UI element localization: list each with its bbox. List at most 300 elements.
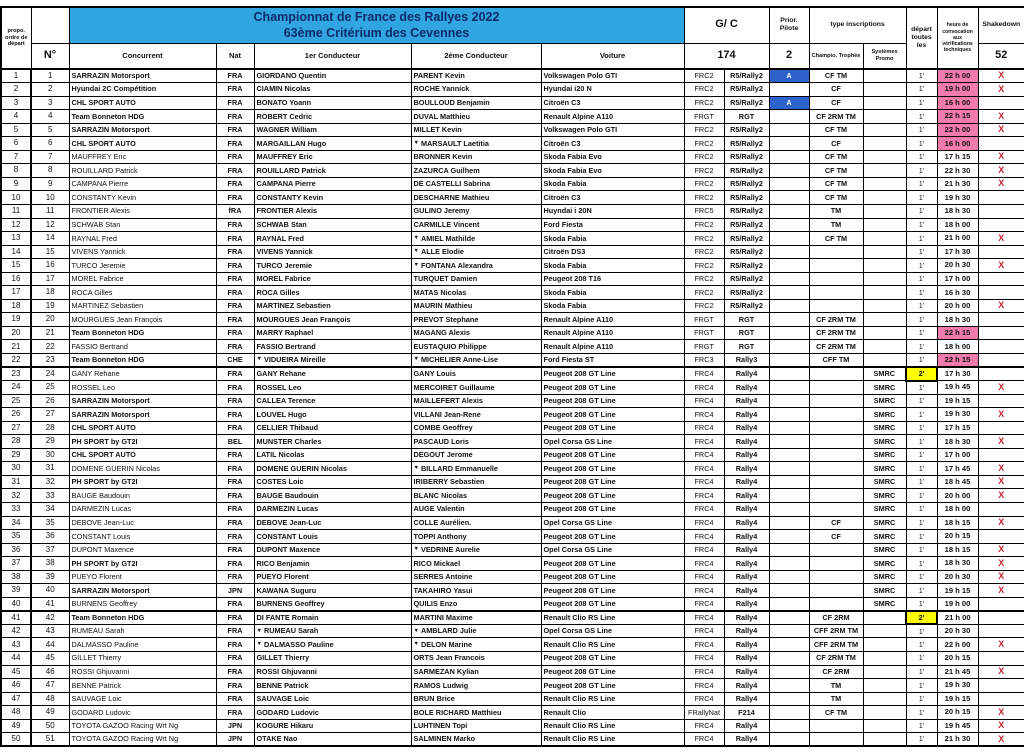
driver2-cell: ▼ BILLARD Emmanuelle: [411, 462, 541, 476]
shakedown-cell: [978, 340, 1024, 354]
promo-cell: SMRC: [863, 597, 906, 611]
col-header-shakedown: Shakedown: [978, 7, 1024, 43]
start-interval-cell: 1': [906, 543, 937, 557]
concurrent-cell: MOURGUES Jean François: [69, 313, 216, 327]
entry-row: [1, 367, 1024, 381]
class-cell: Rally4: [724, 381, 769, 395]
class-cell: Rally4: [724, 597, 769, 611]
concurrent-cell: CONSTANTY Kevin: [69, 191, 216, 205]
driver2-cell: ▼ DELON Marine: [411, 638, 541, 652]
convocation-time-cell: 17 h 45: [937, 462, 978, 476]
promo-cell: SMRC: [863, 489, 906, 503]
car-cell: Citroën C3: [541, 137, 684, 151]
col-header-car: Voiture: [541, 43, 684, 69]
car-cell: Opel Corsa GS Line: [541, 516, 684, 530]
entry-row: [1, 570, 1024, 584]
championship-cell: CFF TM: [809, 353, 863, 367]
convocation-time-cell: 17 h 15: [937, 150, 978, 164]
nat-cell: FRA: [216, 191, 254, 205]
col-header-nat: Nat: [216, 43, 254, 69]
group-cell: FRC2: [684, 137, 724, 151]
driver2-cell: ▼ VEDRINE Aurelie: [411, 543, 541, 557]
start-interval-cell: 1': [906, 706, 937, 720]
start-interval-cell: 1': [906, 326, 937, 340]
driver2-cell: CARMILLE Vincent: [411, 218, 541, 232]
driver2-cell: BRUN Brice: [411, 692, 541, 706]
priority-cell: [769, 719, 809, 733]
class-cell: Rally4: [724, 448, 769, 462]
driver2-cell: ORTS Jean Francois: [411, 652, 541, 666]
convocation-time-cell: 21 h 30: [937, 733, 978, 747]
driver2-cell: ▼ AMIEL Mathilde: [411, 232, 541, 246]
entry-row: [1, 624, 1024, 638]
convocation-time-cell: 16 h 00: [937, 137, 978, 151]
driver2-cell: LUHTINEN Topi: [411, 719, 541, 733]
priority-cell: [769, 367, 809, 381]
championship-cell: [809, 448, 863, 462]
driver2-cell: ▼ MICHELIER Anne-Lise: [411, 353, 541, 367]
driver1-cell: CONSTANTY Kevin: [254, 191, 411, 205]
nat-cell: fRA: [216, 204, 254, 218]
start-interval-cell: 2': [906, 367, 937, 381]
car-number-cell: 2: [31, 83, 69, 97]
car-number-cell: 45: [31, 652, 69, 666]
driver1-cell: DARMEZIN Lucas: [254, 503, 411, 517]
entry-row: [1, 313, 1024, 327]
entry-row: [1, 530, 1024, 544]
car-cell: Renault Clio RS Line: [541, 733, 684, 747]
start-order-cell: 40: [1, 597, 31, 611]
shakedown-cell: X: [978, 557, 1024, 571]
concurrent-cell: Team Bonneton HDG: [69, 611, 216, 625]
driver2-cell: SERRES Antoine: [411, 570, 541, 584]
priority-cell: [769, 313, 809, 327]
concurrent-cell: CHL SPORT AUTO: [69, 421, 216, 435]
convocation-time-cell: 20 h 30: [937, 624, 978, 638]
entry-row: [1, 204, 1024, 218]
entry-row: [1, 435, 1024, 449]
concurrent-cell: TOYOTA GAZOO Racing Wrt Ng: [69, 733, 216, 747]
promo-cell: [863, 624, 906, 638]
convocation-time-cell: 20 h 15: [937, 652, 978, 666]
convocation-time-cell: 19 h 30: [937, 191, 978, 205]
entry-row: [1, 96, 1024, 110]
start-order-cell: 15: [1, 259, 31, 273]
concurrent-cell: CHL SPORT AUTO: [69, 96, 216, 110]
group-cell: FRC2: [684, 232, 724, 246]
promo-cell: [863, 692, 906, 706]
priority-cell: [769, 706, 809, 720]
start-order-cell: 4: [1, 110, 31, 124]
entry-row: [1, 462, 1024, 476]
shakedown-cell: [978, 367, 1024, 381]
nat-cell: FRA: [216, 272, 254, 286]
entry-row: [1, 448, 1024, 462]
promo-cell: SMRC: [863, 543, 906, 557]
driver1-cell: GODARD Ludovic: [254, 706, 411, 720]
promo-cell: [863, 638, 906, 652]
car-number-cell: 40: [31, 584, 69, 598]
priority-count: 2: [769, 43, 809, 69]
start-order-cell: 26: [1, 408, 31, 422]
promo-cell: [863, 137, 906, 151]
group-cell: FRC2: [684, 245, 724, 259]
car-number-cell: 36: [31, 530, 69, 544]
group-cell: FRC2: [684, 177, 724, 191]
class-cell: R5/Rally2: [724, 137, 769, 151]
start-order-cell: 43: [1, 638, 31, 652]
championship-cell: [809, 557, 863, 571]
start-order-cell: 17: [1, 286, 31, 300]
promo-cell: [863, 733, 906, 747]
convocation-time-cell: 20 h 15: [937, 706, 978, 720]
championship-cell: [809, 421, 863, 435]
driver2-cell: DE CASTELLI Sabrina: [411, 177, 541, 191]
female-crew-icon: ▼: [256, 641, 262, 648]
car-cell: Volkswagen Polo GTI: [541, 69, 684, 83]
shakedown-cell: [978, 652, 1024, 666]
championship-cell: CF TM: [809, 706, 863, 720]
priority-cell: [769, 516, 809, 530]
nat-cell: FRA: [216, 123, 254, 137]
nat-cell: FRA: [216, 286, 254, 300]
start-interval-cell: 1': [906, 299, 937, 313]
start-interval-cell: 2': [906, 611, 937, 625]
priority-cell: [769, 557, 809, 571]
promo-cell: [863, 123, 906, 137]
col-header-priority: Prior. Pilote: [769, 7, 809, 43]
driver1-cell: ROUILLARD Patrick: [254, 164, 411, 178]
concurrent-cell: MAUFFREY Eric: [69, 150, 216, 164]
convocation-time-cell: 17 h 30: [937, 367, 978, 381]
car-cell: Peugeot 208 GT Line: [541, 421, 684, 435]
start-order-cell: 9: [1, 177, 31, 191]
car-number-cell: 15: [31, 245, 69, 259]
promo-cell: [863, 272, 906, 286]
priority-cell: [769, 259, 809, 273]
driver2-cell: ZAZURCA Guilhem: [411, 164, 541, 178]
nat-cell: FRA: [216, 692, 254, 706]
concurrent-cell: SARRAZIN Motorsport: [69, 408, 216, 422]
promo-cell: [863, 218, 906, 232]
convocation-time-cell: 19 h 45: [937, 719, 978, 733]
start-order-cell: 41: [1, 611, 31, 625]
group-cell: FRC4: [684, 408, 724, 422]
car-number-cell: 38: [31, 557, 69, 571]
car-number-cell: 32: [31, 475, 69, 489]
driver1-cell: CAMPANA Pierre: [254, 177, 411, 191]
female-crew-icon: ▼: [413, 464, 419, 471]
group-cell: FRC4: [684, 719, 724, 733]
class-cell: Rally4: [724, 679, 769, 693]
entry-row: [1, 421, 1024, 435]
start-order-cell: 30: [1, 462, 31, 476]
start-order-cell: 28: [1, 435, 31, 449]
start-order-cell: 5: [1, 123, 31, 137]
driver2-cell: GULINO Jeremy: [411, 204, 541, 218]
class-cell: Rally4: [724, 462, 769, 476]
priority-cell: [769, 489, 809, 503]
car-cell: Renault Alpine A110: [541, 110, 684, 124]
start-order-cell: 50: [1, 733, 31, 747]
group-cell: FRC4: [684, 421, 724, 435]
priority-cell: [769, 177, 809, 191]
championship-cell: CFF 2RM TM: [809, 638, 863, 652]
championship-cell: CF TM: [809, 232, 863, 246]
entry-list-table: [0, 6, 1024, 747]
driver1-cell: COSTES Loic: [254, 475, 411, 489]
convocation-time-cell: 22 h 00: [937, 123, 978, 137]
shakedown-cell: [978, 503, 1024, 517]
car-number-cell: 4: [31, 110, 69, 124]
start-interval-cell: 1': [906, 408, 937, 422]
priority-cell: [769, 123, 809, 137]
championship-cell: [809, 259, 863, 273]
concurrent-cell: SAUVAGE Loic: [69, 692, 216, 706]
nat-cell: FRA: [216, 218, 254, 232]
concurrent-cell: CAMPANA Pierre: [69, 177, 216, 191]
priority-cell: [769, 353, 809, 367]
nat-cell: FRA: [216, 462, 254, 476]
concurrent-cell: Team Bonneton HDG: [69, 110, 216, 124]
col-header-inscriptions: type inscriptions: [809, 7, 906, 43]
nat-cell: FRA: [216, 150, 254, 164]
championship-cell: CF 2RM TM: [809, 313, 863, 327]
priority-cell: [769, 624, 809, 638]
nat-cell: FRA: [216, 177, 254, 191]
driver2-cell: MAURIN Mathieu: [411, 299, 541, 313]
driver2-cell: ▼ MARSAULT Laetitia: [411, 137, 541, 151]
start-order-cell: 34: [1, 516, 31, 530]
concurrent-cell: SARRAZIN Motorsport: [69, 123, 216, 137]
driver2-cell: MERCOIRET Guillaume: [411, 381, 541, 395]
start-interval-cell: 1': [906, 218, 937, 232]
shakedown-cell: X: [978, 706, 1024, 720]
concurrent-cell: Team Bonneton HDG: [69, 326, 216, 340]
driver2-cell: DESCHARNE Mathieu: [411, 191, 541, 205]
priority-cell: [769, 286, 809, 300]
entry-row: [1, 110, 1024, 124]
concurrent-cell: Hyundai 2C Compétition: [69, 83, 216, 97]
championship-cell: CF: [809, 137, 863, 151]
nat-cell: FRA: [216, 381, 254, 395]
promo-cell: [863, 96, 906, 110]
driver1-cell: ROBERT Cedric: [254, 110, 411, 124]
promo-cell: SMRC: [863, 584, 906, 598]
shakedown-cell: X: [978, 110, 1024, 124]
car-number-cell: 5: [31, 123, 69, 137]
start-interval-cell: 1': [906, 421, 937, 435]
entry-row: [1, 259, 1024, 273]
driver2-cell: GANY Louis: [411, 367, 541, 381]
class-cell: Rally4: [724, 624, 769, 638]
nat-cell: FRA: [216, 83, 254, 97]
driver2-cell: IRIBERRY Sebastien: [411, 475, 541, 489]
driver1-cell: FRONTIER Alexis: [254, 204, 411, 218]
shakedown-cell: [978, 204, 1024, 218]
promo-cell: [863, 245, 906, 259]
entry-row: [1, 137, 1024, 151]
nat-cell: FRA: [216, 448, 254, 462]
start-order-cell: 24: [1, 381, 31, 395]
start-order-cell: 18: [1, 299, 31, 313]
shakedown-cell: [978, 286, 1024, 300]
entry-row: [1, 150, 1024, 164]
concurrent-cell: PH SPORT by GT2I: [69, 475, 216, 489]
priority-cell: [769, 611, 809, 625]
entry-row: [1, 394, 1024, 408]
priority-cell: [769, 503, 809, 517]
nat-cell: FRA: [216, 652, 254, 666]
start-interval-cell: 1': [906, 272, 937, 286]
car-cell: Skoda Fabia Evo: [541, 150, 684, 164]
class-cell: Rally4: [724, 489, 769, 503]
concurrent-cell: ROSSEL Leo: [69, 381, 216, 395]
shakedown-cell: X: [978, 164, 1024, 178]
championship-cell: [809, 733, 863, 747]
start-order-cell: 49: [1, 719, 31, 733]
start-interval-cell: 1': [906, 83, 937, 97]
convocation-time-cell: 22 h 00: [937, 638, 978, 652]
driver2-cell: MATAS Nicolas: [411, 286, 541, 300]
shakedown-cell: [978, 624, 1024, 638]
driver1-cell: CALLEA Terence: [254, 394, 411, 408]
driver1-cell: ▼ RUMEAU Sarah: [254, 624, 411, 638]
championship-cell: CF TM: [809, 191, 863, 205]
group-cell: FRC4: [684, 665, 724, 679]
driver1-cell: BENNE Patrick: [254, 679, 411, 693]
class-cell: Rally4: [724, 733, 769, 747]
nat-cell: FRA: [216, 340, 254, 354]
female-crew-icon: ▼: [256, 356, 262, 363]
concurrent-cell: CHL SPORT AUTO: [69, 137, 216, 151]
championship-cell: CF 2RM TM: [809, 340, 863, 354]
nat-cell: CHE: [216, 353, 254, 367]
driver2-cell: ▼ AMBLARD Julie: [411, 624, 541, 638]
nat-cell: FRA: [216, 313, 254, 327]
car-cell: Renault Clio RS Line: [541, 692, 684, 706]
promo-cell: [863, 259, 906, 273]
entry-row: [1, 475, 1024, 489]
driver1-cell: PUEYO Florent: [254, 570, 411, 584]
priority-cell: [769, 232, 809, 246]
car-number-cell: 17: [31, 272, 69, 286]
promo-cell: SMRC: [863, 394, 906, 408]
driver1-cell: ROSSEL Leo: [254, 381, 411, 395]
start-order-cell: 25: [1, 394, 31, 408]
start-interval-cell: 1': [906, 652, 937, 666]
promo-cell: SMRC: [863, 516, 906, 530]
start-interval-cell: 1': [906, 557, 937, 571]
concurrent-cell: SARRAZIN Motorsport: [69, 69, 216, 83]
start-order-cell: 39: [1, 584, 31, 598]
entry-row: [1, 164, 1024, 178]
start-interval-cell: 1': [906, 638, 937, 652]
priority-cell: [769, 665, 809, 679]
driver2-cell: EUSTAQUIO Philippe: [411, 340, 541, 354]
driver2-cell: MAGANG Alexis: [411, 326, 541, 340]
championship-cell: [809, 462, 863, 476]
nat-cell: FRA: [216, 638, 254, 652]
driver2-cell: ▼ FONTANA Alexandra: [411, 259, 541, 273]
driver1-cell: FASSIO Bertrand: [254, 340, 411, 354]
group-cell: FRC4: [684, 692, 724, 706]
start-order-cell: 36: [1, 543, 31, 557]
promo-cell: SMRC: [863, 530, 906, 544]
car-number-cell: 20: [31, 313, 69, 327]
class-cell: Rally4: [724, 638, 769, 652]
group-cell: FRC2: [684, 286, 724, 300]
driver2-cell: MARTINI Maxime: [411, 611, 541, 625]
concurrent-cell: ROCA Gilles: [69, 286, 216, 300]
concurrent-cell: DARMEZIN Lucas: [69, 503, 216, 517]
concurrent-cell: ROSSI Ghjuvanni: [69, 665, 216, 679]
nat-cell: FRA: [216, 489, 254, 503]
promo-cell: [863, 286, 906, 300]
car-cell: Peugeot 208 GT Line: [541, 489, 684, 503]
priority-cell: [769, 340, 809, 354]
group-cell: FRC2: [684, 69, 724, 83]
class-cell: Rally4: [724, 394, 769, 408]
championship-cell: CFF 2RM TM: [809, 624, 863, 638]
start-interval-cell: 1': [906, 353, 937, 367]
col-header-concurrent: Concurrent: [69, 43, 216, 69]
car-cell: Peugeot 208 GT Line: [541, 597, 684, 611]
shakedown-cell: X: [978, 435, 1024, 449]
class-cell: R5/Rally2: [724, 123, 769, 137]
group-cell: FRC3: [684, 353, 724, 367]
start-order-cell: 31: [1, 475, 31, 489]
concurrent-cell: GANY Rehane: [69, 367, 216, 381]
priority-cell: A: [769, 69, 809, 83]
nat-cell: FRA: [216, 475, 254, 489]
female-crew-icon: ▼: [413, 641, 419, 648]
class-cell: RGT: [724, 326, 769, 340]
start-interval-cell: 1': [906, 232, 937, 246]
convocation-time-cell: 19 h 00: [937, 83, 978, 97]
driver2-cell: ▼ ALLE Elodie: [411, 245, 541, 259]
shakedown-cell: [978, 272, 1024, 286]
driver1-cell: MAUFFREY Eric: [254, 150, 411, 164]
entry-row: [1, 408, 1024, 422]
priority-cell: [769, 475, 809, 489]
convocation-time-cell: 18 h 30: [937, 557, 978, 571]
driver2-cell: TOPPI Anthony: [411, 530, 541, 544]
priority-cell: [769, 462, 809, 476]
female-crew-icon: ▼: [413, 234, 419, 241]
convocation-time-cell: 19 h 15: [937, 692, 978, 706]
start-interval-cell: 1': [906, 245, 937, 259]
priority-cell: [769, 408, 809, 422]
nat-cell: FRA: [216, 245, 254, 259]
shakedown-cell: [978, 597, 1024, 611]
car-cell: Renault Alpine A110: [541, 326, 684, 340]
car-cell: Renault Alpine A110: [541, 340, 684, 354]
driver1-cell: KOGURE Hikaru: [254, 719, 411, 733]
car-number-cell: 9: [31, 177, 69, 191]
start-interval-cell: 1': [906, 516, 937, 530]
car-cell: Peugeot 208 GT Line: [541, 679, 684, 693]
start-interval-cell: 1': [906, 733, 937, 747]
shakedown-cell: [978, 530, 1024, 544]
championship-cell: [809, 286, 863, 300]
start-order-cell: 48: [1, 706, 31, 720]
group-cell: FRC2: [684, 299, 724, 313]
entry-row: [1, 706, 1024, 720]
entry-row: [1, 272, 1024, 286]
start-interval-cell: 1': [906, 489, 937, 503]
shakedown-count: 52: [978, 43, 1024, 69]
